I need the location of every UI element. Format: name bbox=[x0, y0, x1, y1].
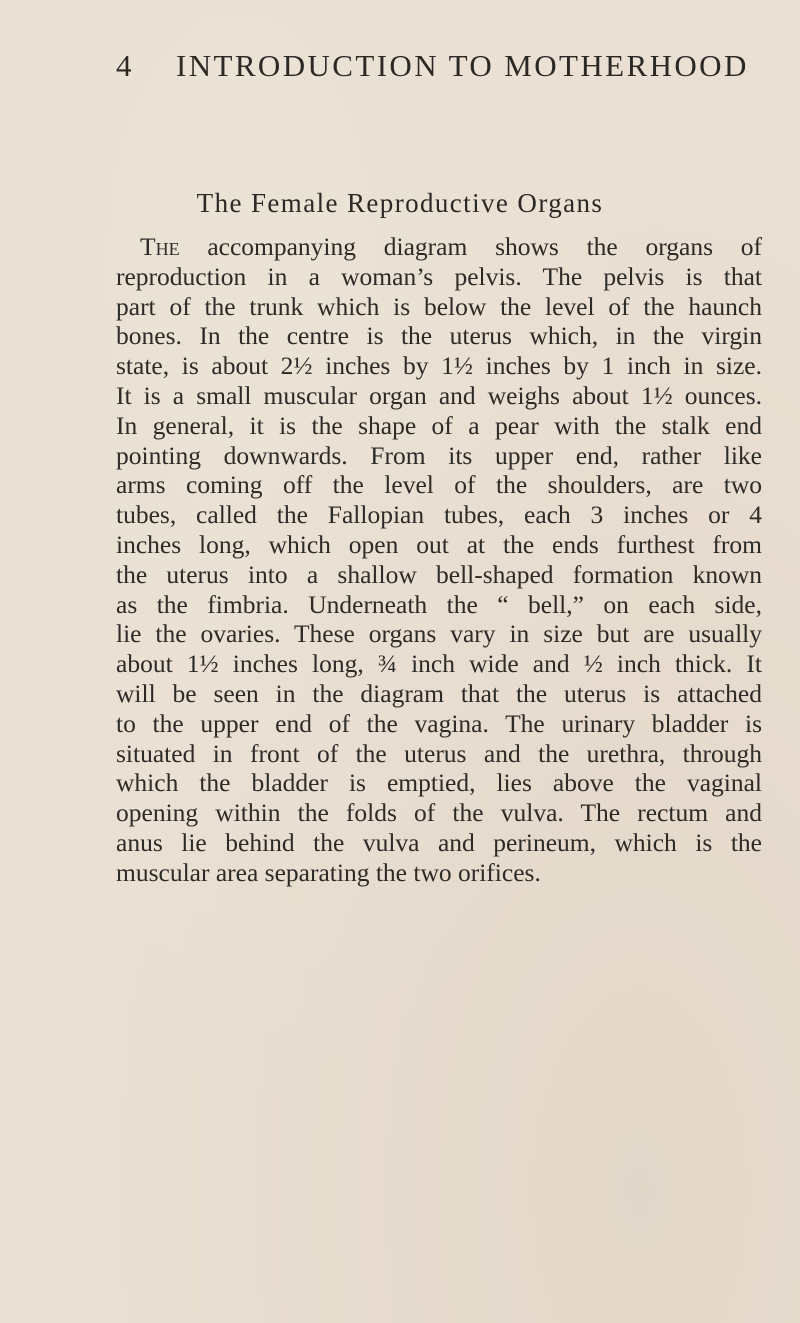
paragraph-line: state, is about 2½ inches by 1½ inches by 1 inch in size. bbox=[116, 351, 762, 381]
paragraph-line: bones. In the centre is the uterus which, in the virgin bbox=[116, 321, 762, 351]
paragraph-line: about 1½ inches long, ¾ inch wide and ½ inch thick. It bbox=[116, 649, 762, 679]
paragraph-line: The accompanying diagram shows the organs of bbox=[140, 232, 762, 261]
paragraph-line: to the upper end of the vagina. The urinary bladder is bbox=[116, 708, 762, 738]
paragraph-line: pointing downwards. From its upper end, rather like bbox=[116, 440, 762, 470]
section-title: The Female Reproductive Organs bbox=[196, 188, 604, 218]
paragraph-line: opening within the folds of the vulva. The rectum and bbox=[116, 798, 762, 828]
paragraph-line: In general, it is the shape of a pear with the stalk end bbox=[116, 410, 762, 440]
paragraph-line: situated in front of the uterus and the urethra, through bbox=[116, 738, 762, 768]
paragraph-line: arms coming off the level of the shoulders, are two bbox=[116, 470, 762, 500]
paragraph-line: lie the ovaries. These organs vary in size but are usually bbox=[116, 619, 762, 649]
page-number: 4 bbox=[116, 48, 134, 83]
paragraph-line: as the fimbria. Underneath the “ bell,” on each side, bbox=[116, 589, 762, 619]
paragraph-line: part of the trunk which is below the level of the haunch bbox=[116, 291, 762, 321]
paragraph-line: anus lie behind the vulva and perineum, which is the bbox=[116, 827, 762, 857]
body-paragraph bbox=[116, 232, 762, 888]
paragraph-line: tubes, called the Fallopian tubes, each 3 inches or 4 bbox=[116, 500, 762, 530]
paragraph-line: will be seen in the diagram that the uterus is attached bbox=[116, 678, 762, 708]
paragraph-line: the uterus into a shallow bell-shaped formation known bbox=[116, 559, 762, 589]
lead-word: The bbox=[140, 232, 180, 261]
book-title-header: INTRODUCTION TO MOTHERHOOD bbox=[176, 48, 749, 83]
paragraph-line: inches long, which open out at the ends furthest from bbox=[116, 529, 762, 559]
paragraph-line: which the bladder is emptied, lies above the vaginal bbox=[116, 768, 762, 798]
paragraph-line: muscular area separating the two orifices. bbox=[116, 857, 541, 887]
paragraph-line: reproduction in a woman’s pelvis. The pelvis is that bbox=[116, 261, 762, 291]
paragraph-line: It is a small muscular organ and weighs about 1½ ounces. bbox=[116, 380, 762, 410]
